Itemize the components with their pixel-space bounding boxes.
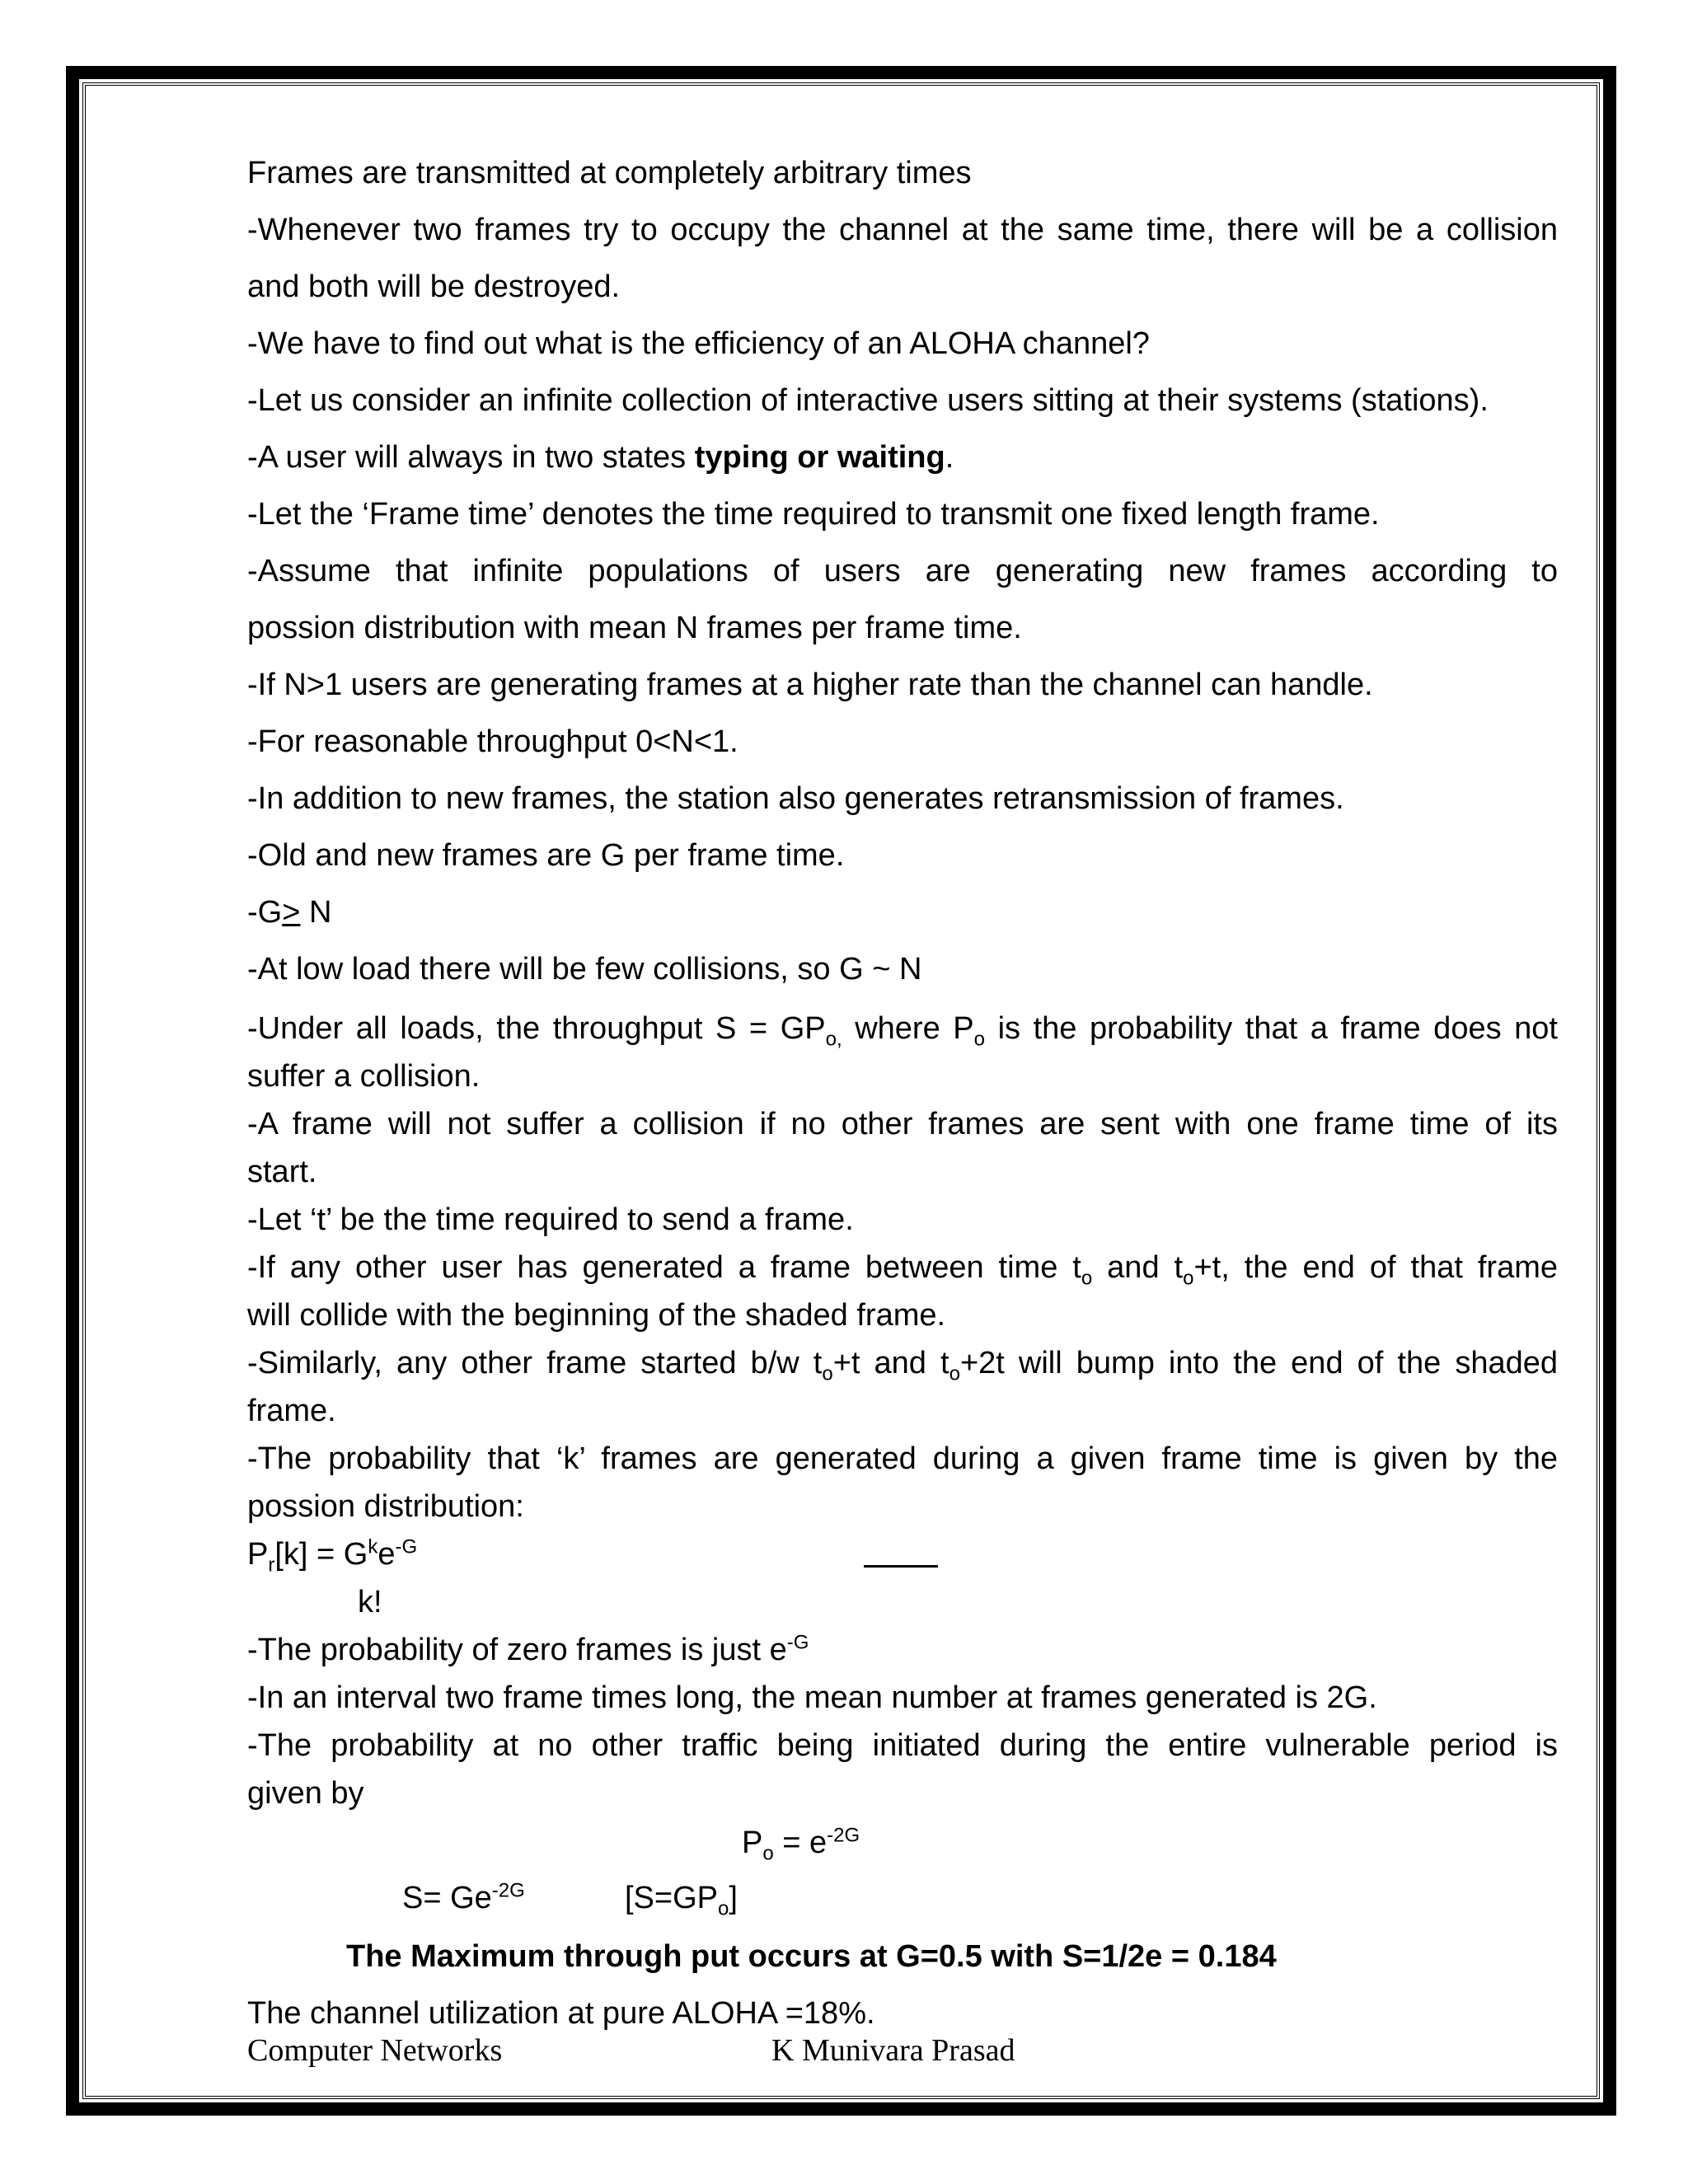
text-line: -The probability at no other traffic being initiated during the entire vulnerable period is [247,1728,1558,1763]
text-line: -We have to find out what is the efficiency of an ALOHA channel? [247,326,1150,361]
poisson-formula [247,1530,1558,1626]
text-line: -Let ‘t’ be the time required to send a frame. [247,1202,854,1237]
text-line: -Let the ‘Frame time’ denotes the time required to transmit one fixed length frame. [247,497,1380,532]
text-line: will collide with the beginning of the shaded frame. [247,1298,946,1333]
text-line: Frames are transmitted at completely arbitrary times [247,156,972,190]
bold-text: typing or waiting [694,440,945,475]
text-line: -At low load there will be few collisions, so G ~ N [247,952,922,987]
fraction-bar [864,1565,938,1568]
text-line: possion distribution with mean N frames per frame time. [247,611,1022,645]
footer-author: K Munivara Prasad [771,2033,1015,2068]
text-line: -Similarly, any other frame started b/w $t_o+t$ and $t_o+2t$ will bump into the end of the shaded [247,1346,1559,1385]
text-line: given by [247,1776,364,1811]
text-line: -If any other user has generated a frame between time $t_o$ and $t_o+t$, the end of that frame [247,1250,1559,1290]
text-line: -If N>1 users are generating frames at a higher rate than the channel can handle. [247,668,1373,702]
text-line: -Under all loads, the throughput $S = GP_{o,}$ where $P_o$ is the probability that a frame does not [247,1011,1558,1051]
text-line: -Let us consider an infinite collection of interactive users sitting at their systems (stations). [247,383,1489,418]
text-line: -A user will always in two states typing or waiting. [247,440,954,475]
document-body [247,145,1558,2042]
text-line: frame. [247,1394,336,1428]
throughput-formula [247,1868,1558,1928]
text-line: possion distribution: [247,1489,524,1524]
s-gpo-equation: $[S=GP_o]$ [625,1881,738,1920]
text-line: -Assume that infinite populations of users are generating new frames according to [247,554,1558,588]
text-line: start. [247,1155,317,1189]
text-line: and both will be destroyed. [247,269,621,304]
formula-denominator: k! [358,1585,382,1619]
max-throughput-statement: The Maximum through put occurs at G=0.5 with S=1/2e = 0.184 [346,1939,1277,1974]
text-line: The channel utilization at pure ALOHA =18%. [247,1996,875,2031]
text-line: -The probability of zero frames is just $e^{-G}$ [247,1631,809,1667]
s-equation: $S= Ge^{-2G}$ [402,1879,525,1915]
formula-numerator: $P_r[k] = G^ke^{-G}$ [247,1535,418,1577]
geq-sign: > [282,895,301,930]
text-line: -In an interval two frame times long, the mean number at frames generated is 2G. [247,1680,1377,1715]
text-line: -A frame will not suffer a collision if no other frames are sent with one frame time of its [247,1107,1558,1141]
text-line: -G> N [247,895,332,930]
text-line: suffer a collision. [247,1059,481,1094]
text-line: -In addition to new frames, the station also generates retransmission of frames. [247,781,1344,816]
po-formula: $P_o = e^{-2G}$ [742,1824,860,1865]
text-line: -Old and new frames are G per frame time. [247,838,845,873]
footer-course: Computer Networks [247,2033,503,2068]
text-line: -Whenever two frames try to occupy the channel at the same time, there will be a collision [247,213,1558,247]
text-line: -The probability that ‘k’ frames are generated during a given frame time is given by the [247,1441,1558,1476]
text-line: -For reasonable throughput 0<N<1. [247,724,738,759]
